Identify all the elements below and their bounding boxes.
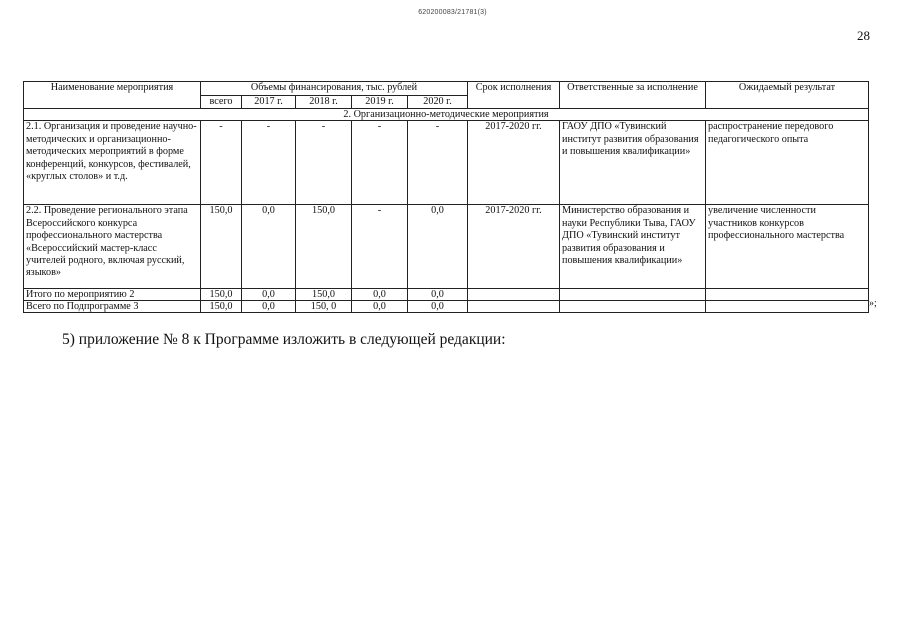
grand-total-value-2018: 150, 0 — [296, 301, 352, 313]
header-term: Срок исполнения — [468, 82, 560, 109]
value-2020: - — [408, 121, 468, 205]
closing-quote: »; — [869, 298, 877, 309]
total-value-2020: 0,0 — [408, 289, 468, 301]
table-row — [24, 205, 869, 289]
grand-total-value-2020: 0,0 — [408, 301, 468, 313]
section-title-row — [24, 109, 869, 121]
header-2017: 2017 г. — [242, 96, 296, 109]
header-2020: 2020 г. — [408, 96, 468, 109]
funding-table-wrapper — [23, 81, 869, 313]
value-2018: - — [296, 121, 352, 205]
value-2020: 0,0 — [408, 205, 468, 289]
header-row-top — [24, 82, 869, 96]
total-value-total: 150,0 — [201, 289, 242, 301]
row-result: распространение передового педагогического опыта — [706, 121, 869, 205]
total-empty-term — [468, 289, 560, 301]
total-empty-responsible — [560, 289, 706, 301]
row-term: 2017-2020 гг. — [468, 121, 560, 205]
header-name: Наименование мероприятия — [24, 82, 201, 109]
value-2017: - — [242, 121, 296, 205]
header-2018: 2018 г. — [296, 96, 352, 109]
total-value-2017: 0,0 — [242, 289, 296, 301]
page-number: 28 — [857, 28, 870, 43]
grand-total-empty-result — [706, 301, 869, 313]
total-name: Итого по мероприятию 2 — [24, 289, 201, 301]
row-responsible: ГАОУ ДПО «Тувинский институт развития образования и повышения квалификации» — [560, 121, 706, 205]
grand-total-value-2017: 0,0 — [242, 301, 296, 313]
value-2019: - — [352, 121, 408, 205]
grand-total-empty-responsible — [560, 301, 706, 313]
header-funding: Объемы финансирования, тыс. рублей — [201, 82, 468, 96]
value-total: 150,0 — [201, 205, 242, 289]
document-code: 620200083/21781(3) — [418, 9, 487, 16]
value-2017: 0,0 — [242, 205, 296, 289]
row-name: 2.2. Проведение регионального этапа Всероссийского конкурса профессионального мастерства «Всероссийский мастер-класс учителей родного, включая русский, языков» — [24, 205, 201, 289]
value-total: - — [201, 121, 242, 205]
grand-total-value-2019: 0,0 — [352, 301, 408, 313]
header-2019: 2019 г. — [352, 96, 408, 109]
total-empty-result — [706, 289, 869, 301]
header-total: всего — [201, 96, 242, 109]
total-value-2018: 150,0 — [296, 289, 352, 301]
grand-total-row — [24, 301, 869, 313]
header-responsible: Ответственные за исполнение — [560, 82, 706, 109]
amendment-instruction: 5) приложение № 8 к Программе изложить в следующей редакции: — [62, 331, 506, 348]
row-result: увеличение численности участников конкурсов профессионального мастерства — [706, 205, 869, 289]
total-row — [24, 289, 869, 301]
funding-table — [23, 81, 869, 313]
table-row — [24, 121, 869, 205]
grand-total-empty-term — [468, 301, 560, 313]
header-result: Ожидаемый результат — [706, 82, 869, 109]
total-value-2019: 0,0 — [352, 289, 408, 301]
grand-total-name: Всего по Подпрограмме 3 — [24, 301, 201, 313]
row-name: 2.1. Организация и проведение научно-методических и организационно-методических мероприятий в форме конференций, конкурсов, фестивалей, «круглых столов» и т.д. — [24, 121, 201, 205]
value-2018: 150,0 — [296, 205, 352, 289]
value-2019: - — [352, 205, 408, 289]
row-responsible: Министерство образования и науки Республики Тыва, ГАОУ ДПО «Тувинский институт развития образования и повышения квалификации» — [560, 205, 706, 289]
row-term: 2017-2020 гг. — [468, 205, 560, 289]
section-title: 2. Организационно-методические мероприятия — [24, 109, 869, 121]
grand-total-value-total: 150,0 — [201, 301, 242, 313]
